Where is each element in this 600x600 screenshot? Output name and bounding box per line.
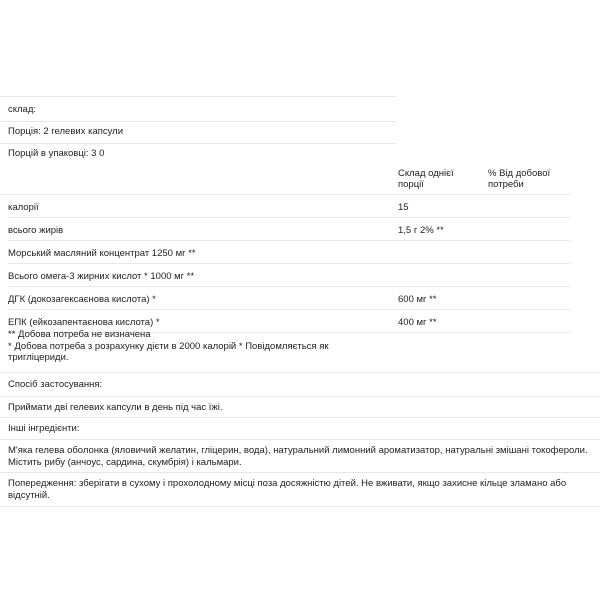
composition-label: склад: <box>8 104 37 115</box>
divider <box>0 396 600 397</box>
divider <box>0 439 600 440</box>
divider <box>0 506 600 507</box>
ingredients-text: М'яка гелева оболонка (яловичий желатин, гліцерин, вода), натуральний лимонний ароматизатор, натуральні змішані токофероли. Містить рибу (анчоус, сардина, скумбрія) і кальмари. <box>8 445 588 468</box>
servings-per-container: Порцій в упаковці: 3 0 <box>8 148 105 159</box>
nutrient-row <box>8 287 570 310</box>
nutrient-rows <box>8 195 570 333</box>
warning-text: Попередження: зберігати в сухому і прохолодному місці поза досяжністю дітей. Не вживати, якщо захисне кільце зламано або відсутній. <box>8 478 567 501</box>
usage-text: Приймати дві гелевих капсули в день під час їжі. <box>8 402 223 413</box>
amount-column-header: Склад однієї порції <box>398 168 454 190</box>
nutrient-amount: 1,5 г 2% ** <box>398 225 444 236</box>
nutrient-label: ДГК (докозагексаєнова кислота) * <box>8 294 156 305</box>
ingredients-title: Інші інгредієнти: <box>8 423 80 434</box>
divider <box>0 472 600 473</box>
nutrient-row <box>8 218 570 241</box>
nutrient-amount: 400 мг ** <box>398 317 437 328</box>
nutrient-label: калорії <box>8 202 39 213</box>
divider <box>0 121 396 122</box>
nutrient-row <box>8 195 570 218</box>
footnotes: ** Добова потреба не визначена * Добова потреба з розрахунку дієти в 2000 калорій * Повідомляється як тригліцериди. <box>8 329 329 363</box>
divider <box>0 143 396 144</box>
nutrient-row <box>8 264 570 287</box>
nutrient-amount: 600 мг ** <box>398 294 437 305</box>
nutrient-label: ЕПК (ейкозапентаєнова кислота) * <box>8 317 160 328</box>
nutrient-label: Морський масляний концентрат 1250 мг ** <box>8 248 196 259</box>
divider <box>0 417 600 418</box>
nutrient-label: Всього омега-3 жирних кислот * 1000 мг ** <box>8 271 195 282</box>
divider <box>0 372 600 373</box>
nutrient-label: всього жирів <box>8 225 64 236</box>
usage-title: Спосіб застосування: <box>8 379 103 390</box>
daily-value-column-header: % Від добової потреби <box>488 168 551 190</box>
serving-size: Порція: 2 гелевих капсули <box>8 126 124 137</box>
nutrient-row <box>8 241 570 264</box>
top-divider <box>0 96 396 97</box>
nutrient-amount: 15 <box>398 202 409 213</box>
